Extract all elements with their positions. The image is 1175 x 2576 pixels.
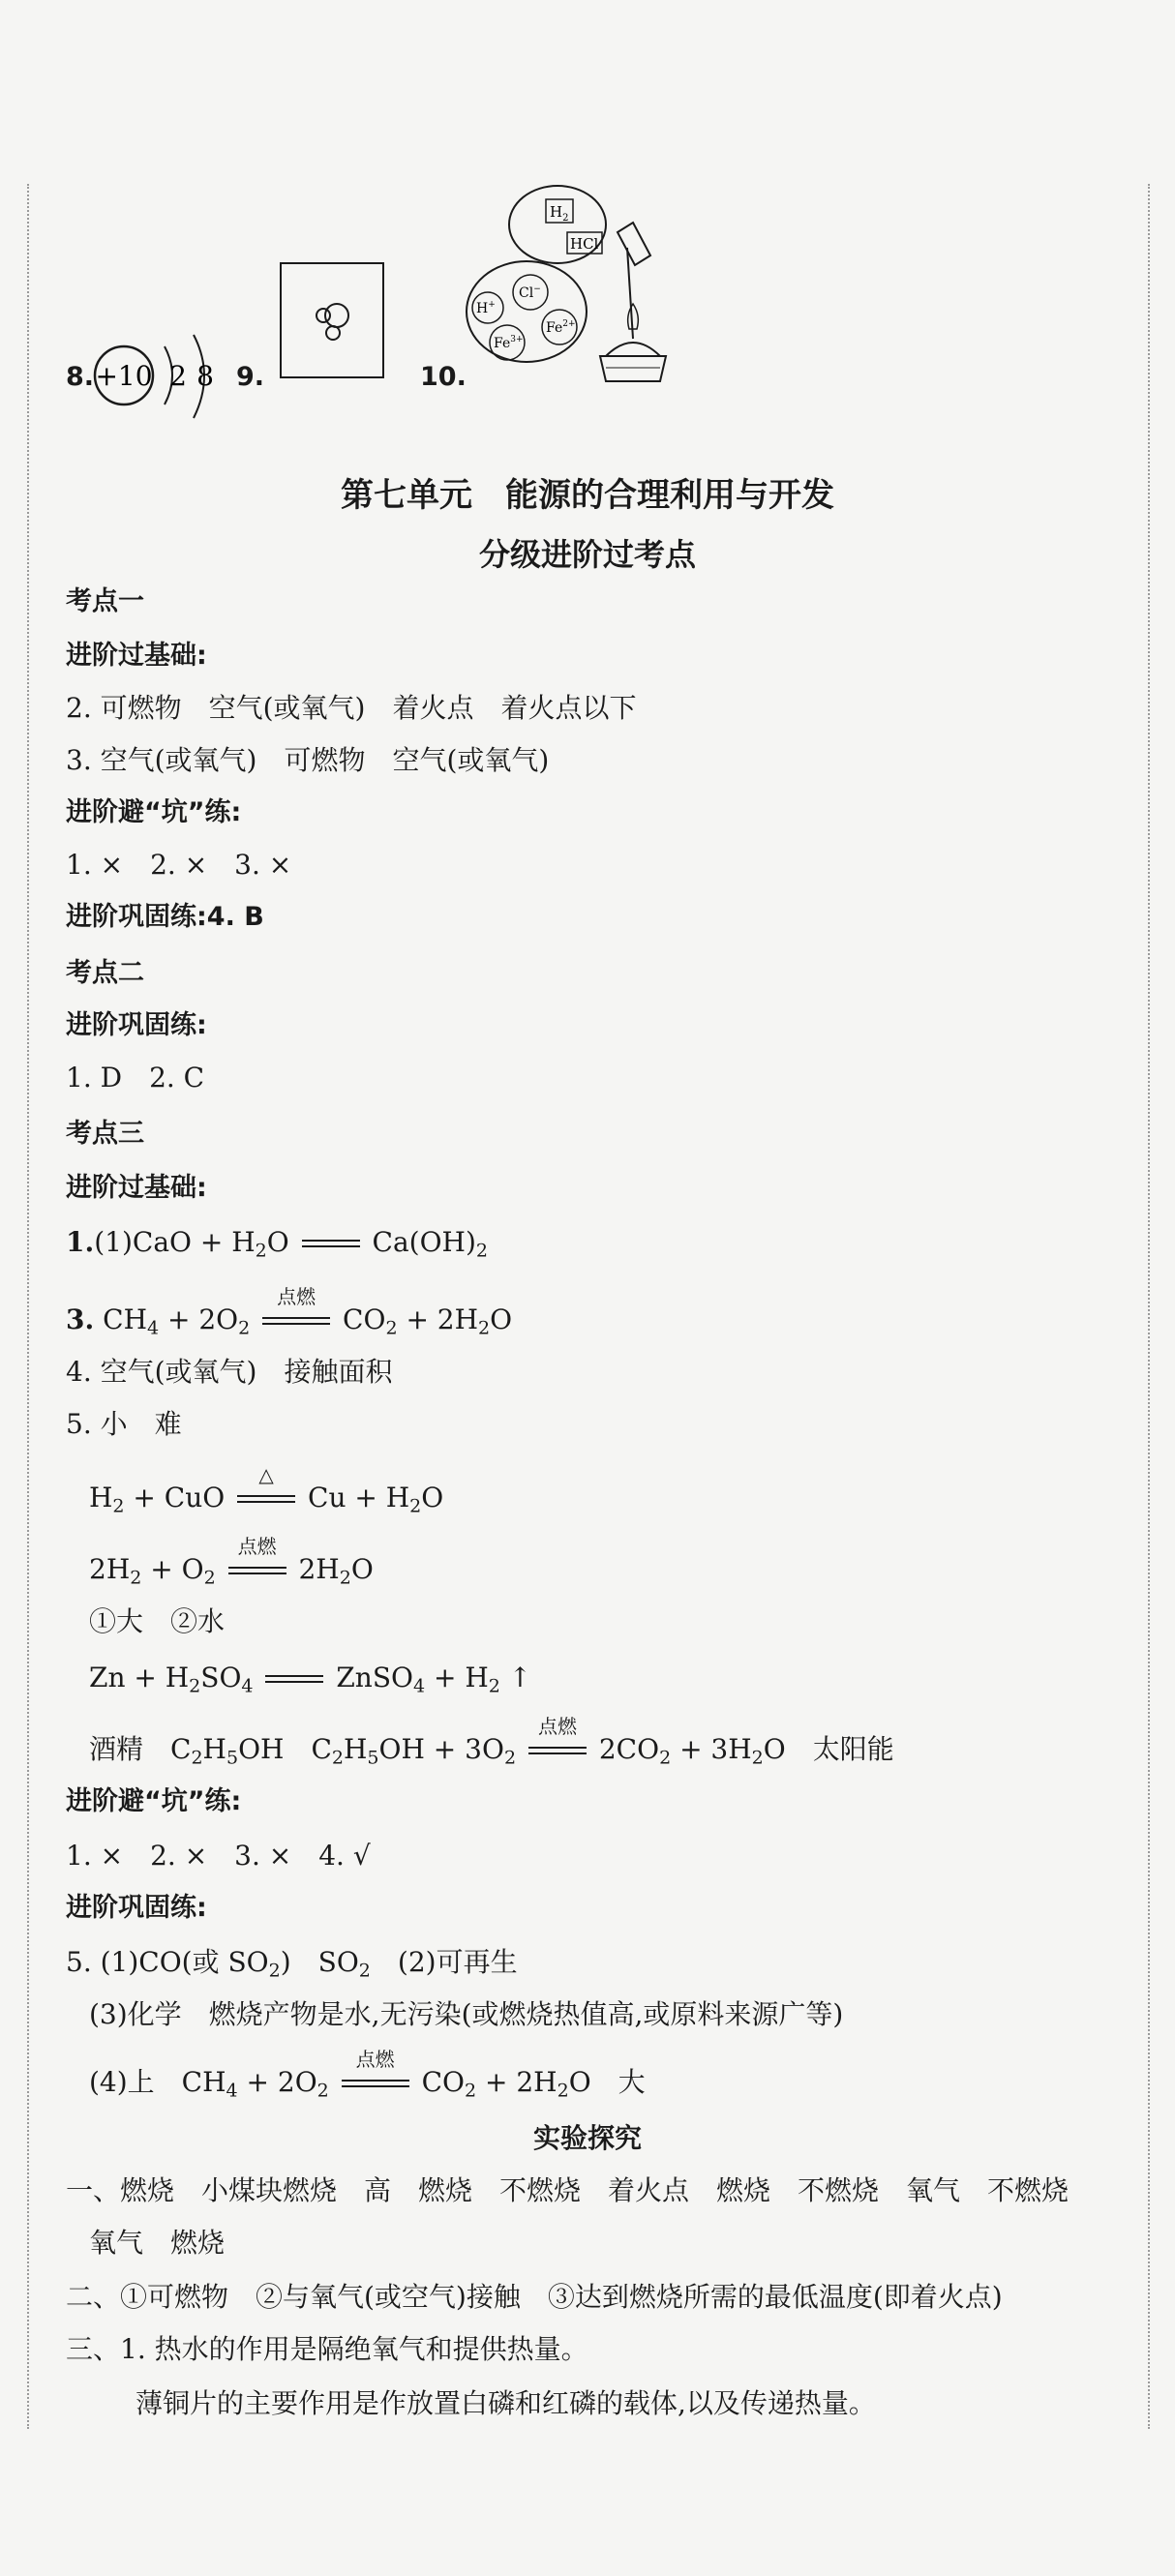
kp3-heading: 考点三 [66, 1119, 144, 1149]
kp3-c5-1: 5. (1)CO(或 $SO_2$) $SO_2$ (2)可再生 [66, 1946, 518, 1982]
right-margin-line [1148, 184, 1150, 2429]
exp-line-4: 薄铜片的主要作用是作放置白磷和红磷的载体,以及传递热量。 [136, 2387, 876, 2419]
kp3-consolidate-label: 进阶巩固练: [66, 1893, 207, 1923]
reaction-particles-diagram [461, 184, 683, 397]
kp3-c5-3: (3)化学 燃烧产物是水,无污染(或燃烧热值高,或原料来源广等) [89, 1998, 844, 2030]
svg-text:H+: H+ [476, 300, 496, 316]
svg-text:HCl: HCl [570, 235, 599, 253]
kp3-eq-h2-cuo: $H_2$ + CuO △ $Cu + H_2O$ [89, 1463, 444, 1517]
kp1-pit-answers: 1. × 2. × 3. × [66, 849, 292, 881]
atom-structure-diagram [93, 329, 228, 435]
shell-2-count: 8 [196, 360, 214, 392]
molecule-box-diagram [279, 261, 387, 381]
section-title: 分级进阶过考点 [478, 536, 696, 573]
shell-1-count: 2 [169, 360, 187, 392]
exp-line-1b: 氧气 燃烧 [89, 2227, 226, 2259]
svg-text:Cl−: Cl− [519, 285, 541, 301]
svg-text:Fe3+: $Fe^{3+}$ [494, 335, 524, 351]
kp3-eq-zn: $Zn + H_2SO_4$ ZnSO$_4$ + $H_2$ ↑ [89, 1662, 532, 1697]
kp3-eq-ethanol: 酒精 $C_2H_5OH$ $C_2H_5OH + 3O_2$ 点燃 $2CO_2 + 3H_2O$ 太阳能 [89, 1715, 894, 1769]
kp3-pit-answers: 1. × 2. × 3. × 4. √ [66, 1840, 371, 1872]
svg-text:Fe2+: $Fe^{2+}$ [546, 319, 576, 336]
kp1-pit-label: 进阶避“坑”练: [66, 797, 242, 827]
experiment-title: 实验探究 [532, 2122, 642, 2154]
kp3-pit-label: 进阶避“坑”练: [66, 1786, 242, 1816]
kp1-q3: 3. 空气(或氧气) 可燃物 空气(或氧气) [66, 744, 550, 776]
kp3-basics-label: 进阶过基础: [66, 1173, 207, 1203]
kp3-q4: 4. 空气(或氧气) 接触面积 [66, 1356, 393, 1388]
kp3-q1-equation: $1.(1)CaO + H_2O$ $Ca(OH)_2$ [66, 1226, 488, 1262]
kp2-consolidate-label: 进阶巩固练: [66, 1010, 207, 1040]
kp3-q5: 5. 小 难 [66, 1408, 182, 1440]
kp1-consolidate: 进阶巩固练:4. B [66, 902, 264, 932]
kp2-answers: 1. D 2. C [66, 1062, 205, 1093]
exp-line-3: 三、1. 热水的作用是隔绝氧气和提供热量。 [66, 2333, 588, 2365]
exp-line-1: 一、燃烧 小煤块燃烧 高 燃烧 不燃烧 着火点 燃烧 不燃烧 氧气 不燃烧 [66, 2174, 1070, 2206]
kp3-c5-4: (4)上 $CH_4 + 2O_2$ 点燃 $CO_2 + 2H_2O$ 大 [89, 2048, 646, 2102]
svg-text:H2: $H_2$ [550, 203, 569, 224]
kp1-heading: 考点一 [66, 586, 144, 616]
left-margin-line [27, 184, 29, 2429]
unit-title: 第七单元 能源的合理利用与开发 [341, 476, 834, 515]
kp3-q5-sub: ①大 ②水 [89, 1605, 226, 1637]
exp-line-2: 二、①可燃物 ②与氧气(或空气)接触 ③达到燃烧所需的最低温度(即着火点) [66, 2281, 1003, 2313]
kp2-heading: 考点二 [66, 958, 144, 988]
kp3-eq-h2-o2: $2H_2 + O_2$ 点燃 $2H_2O$ [89, 1535, 374, 1589]
q10-label: 10. [420, 362, 467, 392]
q8-label: 8. [66, 362, 95, 392]
kp3-q3-equation: 3. $CH_4 + 2O_2$ 点燃 $CO_2 + 2H_2O$ [66, 1285, 513, 1339]
kp1-q2: 2. 可燃物 空气(或氧气) 着火点 着火点以下 [66, 692, 637, 724]
nucleus-charge: +10 [95, 360, 153, 392]
q9-label: 9. [236, 362, 265, 392]
kp1-basics-label: 进阶过基础: [66, 641, 207, 671]
